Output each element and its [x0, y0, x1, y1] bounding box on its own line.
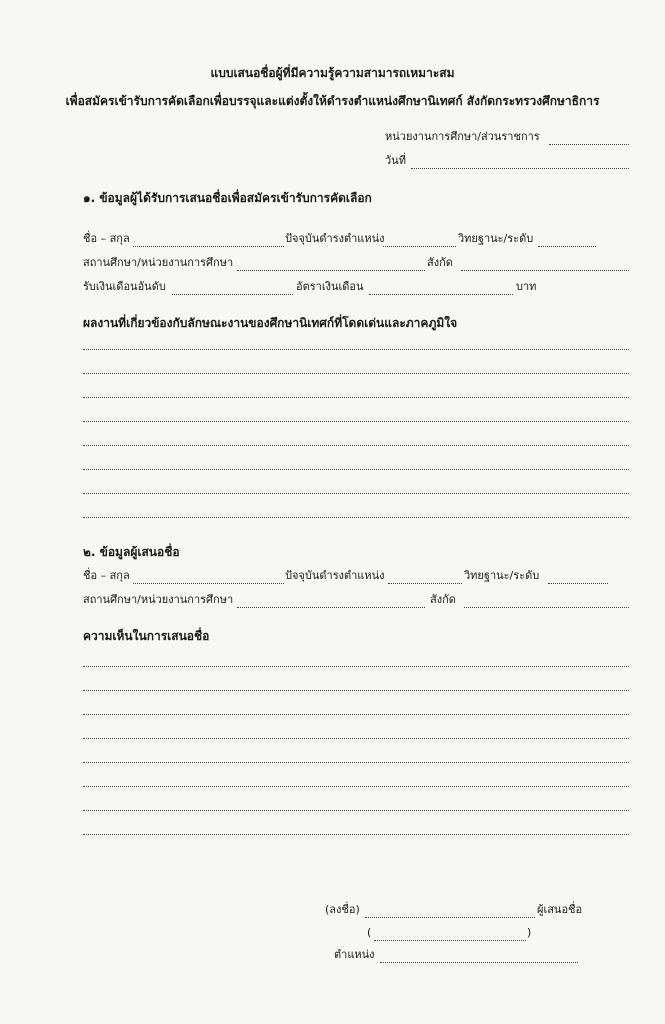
s2-school-field[interactable]: [237, 607, 425, 608]
opinion-line[interactable]: [83, 762, 629, 763]
s1-salary-step-label: รับเงินเดือนอันดับ: [83, 280, 166, 293]
s2-rank-field[interactable]: [548, 583, 608, 584]
s1-school-label: สถานศึกษา/หน่วยงานการศึกษา: [83, 256, 234, 269]
s2-name-label: ชื่อ – สกุล: [83, 569, 130, 582]
s2-name-field[interactable]: [133, 583, 284, 584]
opinion-line[interactable]: [83, 666, 629, 667]
sign-position-label: ตำแหน่ง: [334, 948, 375, 961]
s1-salary-step-field[interactable]: [172, 294, 293, 295]
name-paren-close: ): [527, 926, 532, 939]
sign-position-field[interactable]: [380, 962, 578, 963]
printed-name-field[interactable]: [374, 940, 526, 941]
s1-baht-label: บาท: [516, 280, 537, 293]
works-line[interactable]: [83, 373, 629, 374]
opinion-line[interactable]: [83, 810, 629, 811]
works-line[interactable]: [83, 349, 629, 350]
opinion-line[interactable]: [83, 714, 629, 715]
works-heading: ผลงานที่เกี่ยวข้องกับลักษณะงานของศึกษานิเทศก์ที่โดดเด่นและภาคภูมิใจ: [83, 316, 458, 330]
s1-salary-rate-field[interactable]: [369, 294, 513, 295]
form-title-line1: แบบเสนอชื่อผู้ที่มีความรู้ความสามารถเหมาะสม: [210, 66, 455, 80]
works-line[interactable]: [83, 421, 629, 422]
section2-heading: ๒. ข้อมูลผู้เสนอชื่อ: [83, 545, 180, 559]
s1-salary-rate-label: อัตราเงินเดือน: [296, 280, 364, 293]
opinion-line[interactable]: [83, 738, 629, 739]
s1-name-field[interactable]: [133, 246, 284, 247]
opinion-line[interactable]: [83, 690, 629, 691]
works-line[interactable]: [83, 517, 629, 518]
form-title-line2: เพื่อสมัครเข้ารับการคัดเลือกเพื่อบรรจุและแต่งตั้งให้ดำรงตำแหน่งศึกษานิเทศก์ สังกัดกระทรวงศึกษาธิการ: [65, 94, 600, 108]
s1-school-field[interactable]: [237, 270, 425, 271]
opinion-heading: ความเห็นในการเสนอชื่อ: [83, 629, 210, 643]
s1-affiliation-label: สังกัด: [427, 256, 453, 269]
s2-affiliation-label: สังกัด: [430, 593, 456, 606]
s1-position-label: ปัจจุบันดำรงตำแหน่ง: [285, 232, 385, 245]
s2-position-field[interactable]: [388, 583, 462, 584]
date-field[interactable]: [411, 168, 629, 169]
s2-position-label: ปัจจุบันดำรงตำแหน่ง: [285, 569, 385, 582]
proposer-label: ผู้เสนอชื่อ: [537, 903, 583, 916]
works-line[interactable]: [83, 469, 629, 470]
works-line[interactable]: [83, 397, 629, 398]
opinion-line[interactable]: [83, 834, 629, 835]
date-label: วันที่: [385, 154, 406, 167]
agency-field[interactable]: [549, 144, 629, 145]
section1-heading: ๑. ข้อมูลผู้ได้รับการเสนอชื่อเพื่อสมัครเข้ารับการคัดเลือก: [83, 191, 372, 205]
s2-rank-label: วิทยฐานะ/ระดับ: [464, 569, 540, 582]
s2-affiliation-field[interactable]: [464, 607, 629, 608]
sign-field[interactable]: [365, 917, 535, 918]
s1-name-label: ชื่อ – สกุล: [83, 232, 130, 245]
sign-label: (ลงชื่อ): [325, 903, 360, 916]
agency-label: หน่วยงานการศึกษา/ส่วนราชการ: [385, 130, 540, 143]
s1-position-field[interactable]: [383, 246, 456, 247]
s1-affiliation-field[interactable]: [461, 270, 629, 271]
s1-rank-field[interactable]: [538, 246, 596, 247]
opinion-line[interactable]: [83, 786, 629, 787]
works-line[interactable]: [83, 445, 629, 446]
works-line[interactable]: [83, 493, 629, 494]
name-paren-open: (: [367, 926, 372, 939]
s1-rank-label: วิทยฐานะ/ระดับ: [458, 232, 534, 245]
s2-school-label: สถานศึกษา/หน่วยงานการศึกษา: [83, 593, 234, 606]
